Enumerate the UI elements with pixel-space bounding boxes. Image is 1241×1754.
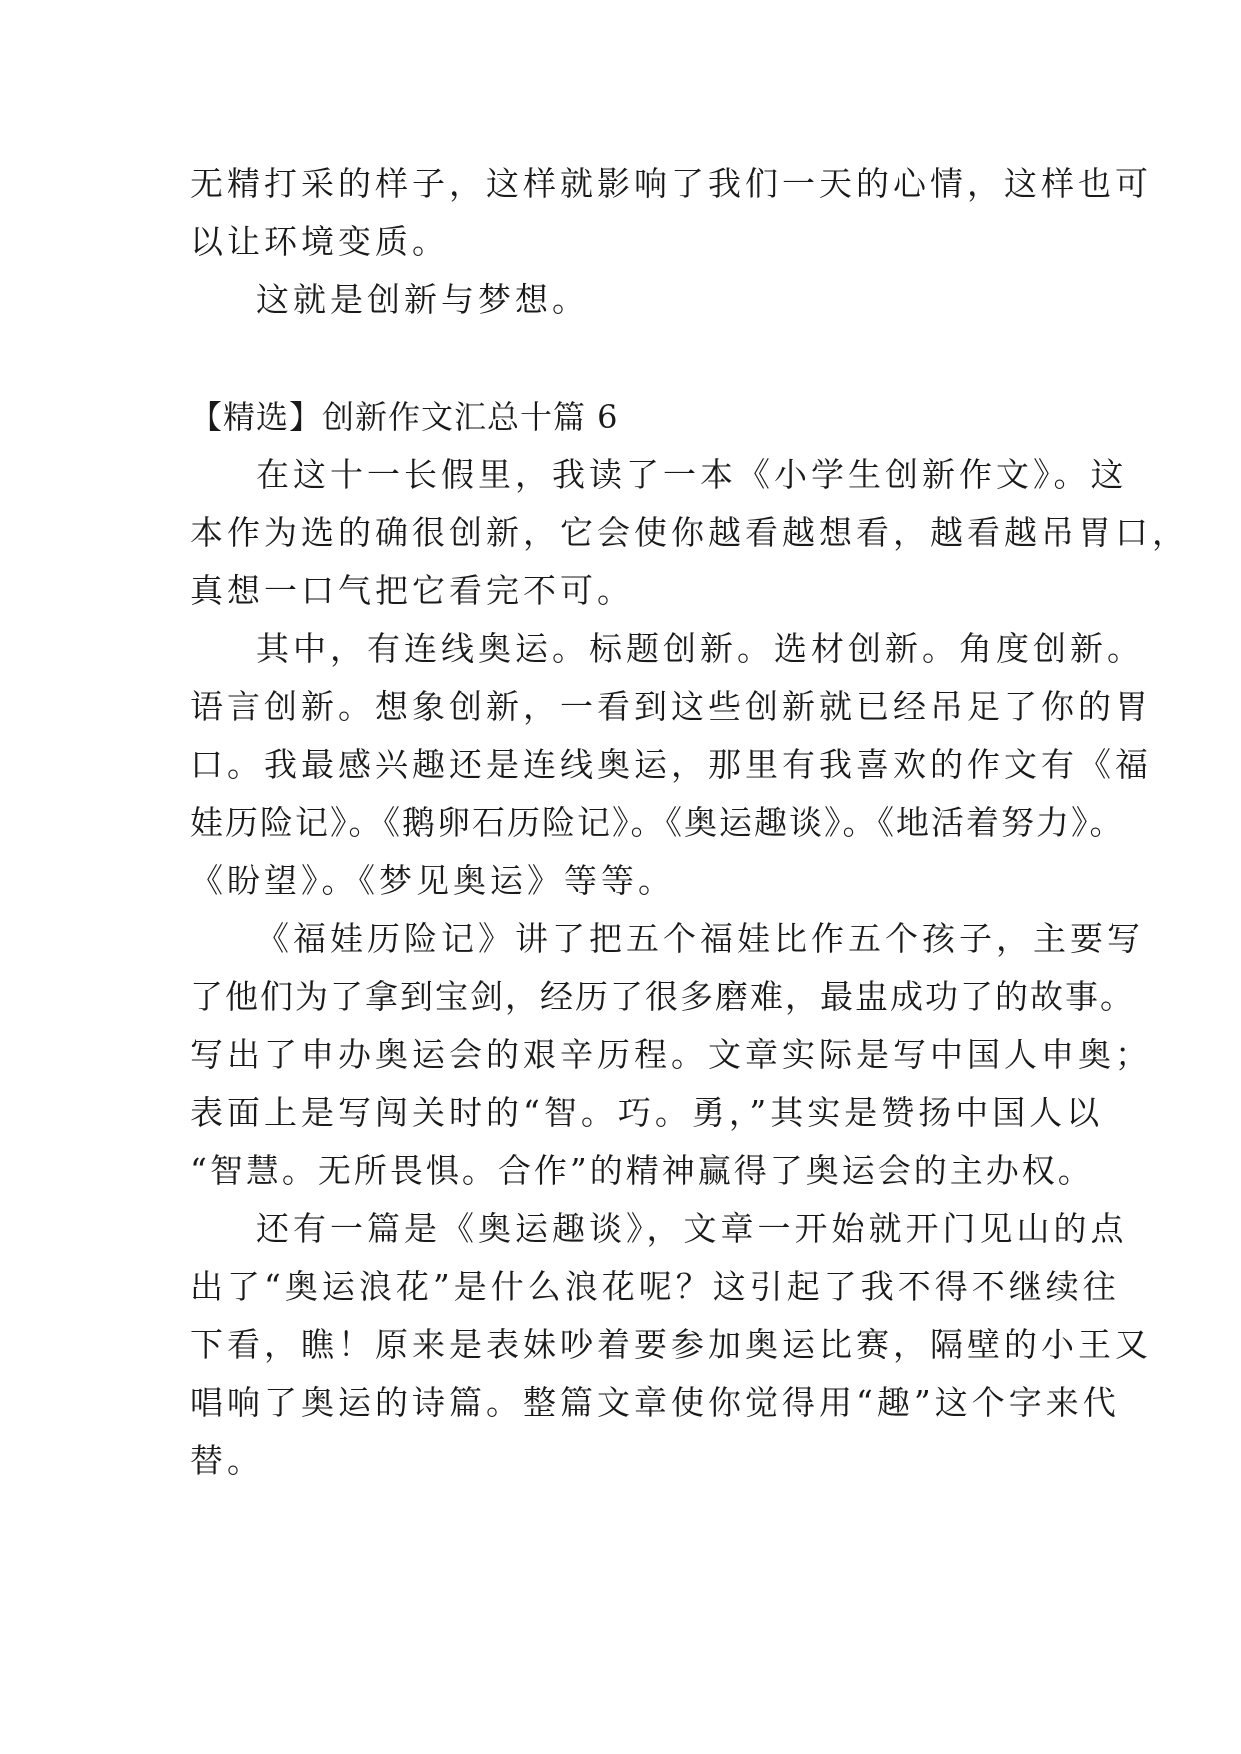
text-line: 还有一篇是《奥运趣谈》，文章一开始就开门见山的点 xyxy=(256,1209,1128,1248)
text-line: 以让环境变质。 xyxy=(190,222,449,261)
text-line: 表面上是写闯关时的“智。巧。勇，”其实是赞扬中国人以 xyxy=(190,1093,1104,1132)
section-heading: 【精选】创新作文汇总十篇 6 xyxy=(190,398,619,436)
text-line: 真想一口气把它看完不可。 xyxy=(190,571,634,610)
text-line: 在这十一长假里，我读了一本《小学生创新作文》。这 xyxy=(256,455,1128,494)
text-line: 《福娃历险记》讲了把五个福娃比作五个孩子，主要写 xyxy=(256,919,1144,958)
text-line: 写出了申办奥运会的艰辛历程。文章实际是写中国人申奥； xyxy=(190,1035,1152,1074)
text-line: 下看，瞧！原来是表妹吵着要参加奥运比赛，隔壁的小王又 xyxy=(190,1325,1152,1364)
text-line: 这就是创新与梦想。 xyxy=(256,280,589,319)
text-line: “智慧。无所畏惧。合作”的精神赢得了奥运会的主办权。 xyxy=(190,1151,1094,1190)
text-line: 《盼望》。《梦见奥运》等等。 xyxy=(190,861,675,900)
text-line: 出了“奥运浪花”是什么浪花呢？这引起了我不得不继续往 xyxy=(190,1267,1120,1306)
text-line: 唱响了奥运的诗篇。整篇文章使你觉得用“趣”这个字来代 xyxy=(190,1383,1120,1422)
text-line: 口。我最感兴趣还是连线奥运，那里有我喜欢的作文有《福 xyxy=(190,745,1152,784)
text-line: 本作为选的确很创新，它会使你越看越想看，越看越吊胃口， xyxy=(190,513,1189,552)
text-line: 语言创新。想象创新，一看到这些创新就已经吊足了你的胃 xyxy=(190,687,1152,726)
text-line: 替。 xyxy=(190,1441,264,1480)
text-line: 娃历险记》。《鹅卵石历险记》。《奥运趣谈》。《地活着努力》。 xyxy=(190,803,1125,842)
text-line: 无精打采的样子，这样就影响了我们一天的心情，这样也可 xyxy=(190,164,1152,203)
text-line: 其中，有连线奥运。标题创新。选材创新。角度创新。 xyxy=(256,629,1144,668)
text-line: 了他们为了拿到宝剑，经历了很多磨难，最盅成功了的故事。 xyxy=(190,977,1135,1016)
